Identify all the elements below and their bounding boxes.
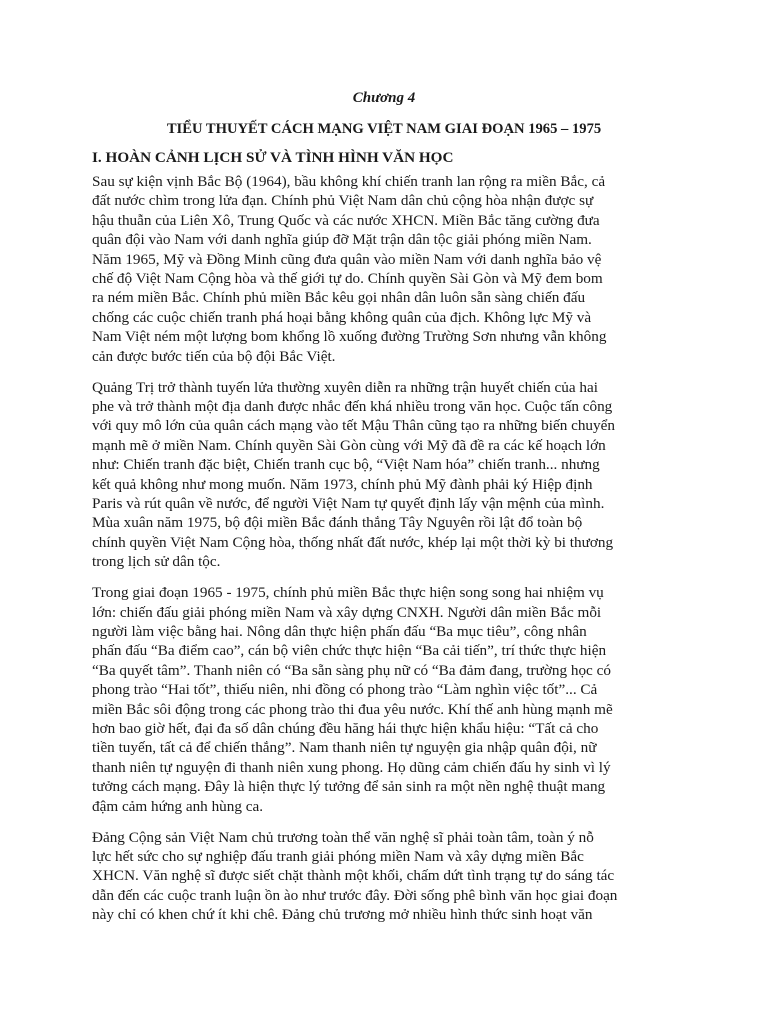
- text-line: cản được bước tiến của bộ đội Bắc Việt.: [92, 347, 336, 365]
- text-line: dẫn đến các cuộc tranh luận ồn ào như trước đây. Đời sống phê bình văn học giai đoạn: [92, 886, 618, 904]
- paragraph: [92, 378, 684, 572]
- paragraph: [92, 172, 684, 366]
- text-line: Mùa xuân năm 1975, bộ đội miền Bắc đánh thắng Tây Nguyên rồi lật đổ toàn bộ: [92, 514, 583, 532]
- body-text: [92, 172, 684, 936]
- text-line: miền Bắc sôi động trong các phong trào thi đua yêu nước. Khí thế anh hùng mạnh mẽ: [92, 700, 613, 718]
- text-line: lớn: chiến đấu giải phóng miền Nam và xây dựng CNXH. Người dân miền Bắc mỗi: [92, 603, 602, 621]
- text-line: Năm 1965, Mỹ và Đồng Minh cũng đưa quân vào miền Nam với danh nghĩa bảo vệ: [92, 250, 602, 268]
- text-line: mạnh mẽ ở miền Nam. Chính quyền Sài Gòn cùng với Mỹ đã đề ra các kế hoạch lớn: [92, 436, 606, 454]
- text-line: thanh niên tự nguyện đi thanh niên xung phong. Họ dũng cảm chiến đấu hy sinh vì lý: [92, 758, 611, 776]
- text-line: người làm việc bằng hai. Nông dân thực hiện phấn đấu “Ba mục tiêu”, công nhân: [92, 622, 587, 640]
- text-line: chính quyền Việt Nam Cộng hòa, thống nhất đất nước, khép lại một thời kỳ bi thương: [92, 533, 614, 551]
- text-line: này chỉ có khen chứ ít khi chê. Đảng chủ trương mở nhiều hình thức sinh hoạt văn: [92, 906, 593, 924]
- text-line: XHCN. Văn nghệ sĩ được siết chặt thành một khối, chấm dứt tình trạng tự do sáng tác: [92, 867, 615, 885]
- text-line: quân đội vào Nam với danh nghĩa giúp đỡ Mặt trận dân tộc giải phóng miền Nam.: [92, 231, 592, 249]
- text-line: Quảng Trị trở thành tuyến lửa thường xuyên diễn ra những trận huyết chiến của hai: [92, 378, 598, 396]
- text-line: ra ném miền Bắc. Chính phủ miền Bắc kêu gọi nhân dân luôn sẵn sàng chiến đấu: [92, 289, 586, 307]
- text-line: phấn đấu “Ba điểm cao”, cán bộ viên chức thực hiện “Ba cải tiến”, trí thức thực hiện: [92, 642, 607, 660]
- text-line: kết quả không như mong muốn. Năm 1973, chính phủ Mỹ đành phải ký Hiệp định: [92, 475, 593, 493]
- text-line: Trong giai đoạn 1965 - 1975, chính phủ miền Bắc thực hiện song song hai nhiệm vụ: [92, 584, 604, 602]
- chapter-title: TIỂU THUYẾT CÁCH MẠNG VIỆT NAM GIAI ĐOẠN 1965 – 1975: [166, 121, 602, 137]
- text-line: Sau sự kiện vịnh Bắc Bộ (1964), bầu không khí chiến tranh lan rộng ra miền Bắc, cả: [92, 173, 606, 190]
- text-line: với quy mô lớn của quân cách mạng vào tết Mậu Thân cũng tạo ra những biến chuyển: [92, 417, 615, 435]
- text-line: “Ba quyết tâm”. Thanh niên có “Ba sẵn sàng phụ nữ có “Ba đảm đang, trường học có: [92, 661, 611, 679]
- text-line: tiền tuyến, tất cả để chiến thắng”. Nam thanh niên tự nguyện gia nhập quân đội, nữ: [92, 739, 597, 757]
- text-line: phong trào “Hai tốt”, thiếu niên, nhi đồng có phong trào “Làm nghìn việc tốt”... Cả: [92, 681, 598, 699]
- text-line: Paris và rút quân về nước, để người Việt Nam tự quyết định lấy vận mệnh của mình.: [92, 495, 605, 512]
- text-line: phe và trở thành một địa danh được nhắc đến khá nhiều trong văn học. Cuộc tấn công: [92, 397, 613, 415]
- paragraph: [92, 583, 684, 816]
- paragraph: [92, 828, 684, 925]
- text-line: đất nước chìm trong lửa đạn. Chính phủ Việt Nam dân chủ cộng hòa nhận được sự: [92, 192, 594, 210]
- text-line: Nam Việt ném một lượng bom khổng lồ xuống đường Trường Sơn nhưng vẫn không: [92, 328, 607, 346]
- chapter-heading: Chương 4: [352, 90, 416, 106]
- text-line: trong lịch sử dân tộc.: [92, 553, 221, 571]
- text-line: hơn bao giờ hết, đại đa số dân chúng đều hăng hái thực hiện khẩu hiệu: “Tất cả cho: [92, 719, 599, 737]
- text-line: lực hết sức cho sự nghiệp đấu tranh giải phóng miền Nam và xây dựng miền Bắc: [92, 847, 584, 865]
- text-line: như: Chiến tranh đặc biệt, Chiến tranh cục bộ, “Việt Nam hóa” chiến tranh... nhưng: [92, 456, 600, 474]
- text-line: đậm cảm hứng anh hùng ca.: [92, 797, 264, 815]
- section-heading: I. HOÀN CẢNH LỊCH SỬ VÀ TÌNH HÌNH VĂN HỌC: [92, 149, 454, 166]
- text-line: Đảng Cộng sản Việt Nam chủ trương toàn thể văn nghệ sĩ phải toàn tâm, toàn ý nỗ: [92, 828, 594, 846]
- text-line: chống các cuộc chiến tranh phá hoại bằng không quân của địch. Không lực Mỹ và: [92, 308, 592, 326]
- text-line: tưởng cách mạng. Đây là hiện thực lý tưởng để sản sinh ra một nền nghệ thuật mang: [92, 778, 606, 796]
- text-line: chế độ Việt Nam Cộng hòa và thế giới tự do. Chính quyền Sài Gòn và Mỹ đem bom: [92, 270, 603, 288]
- text-line: hậu thuẫn của Liên Xô, Trung Quốc và các nước XHCN. Miền Bắc tăng cường đưa: [92, 211, 600, 229]
